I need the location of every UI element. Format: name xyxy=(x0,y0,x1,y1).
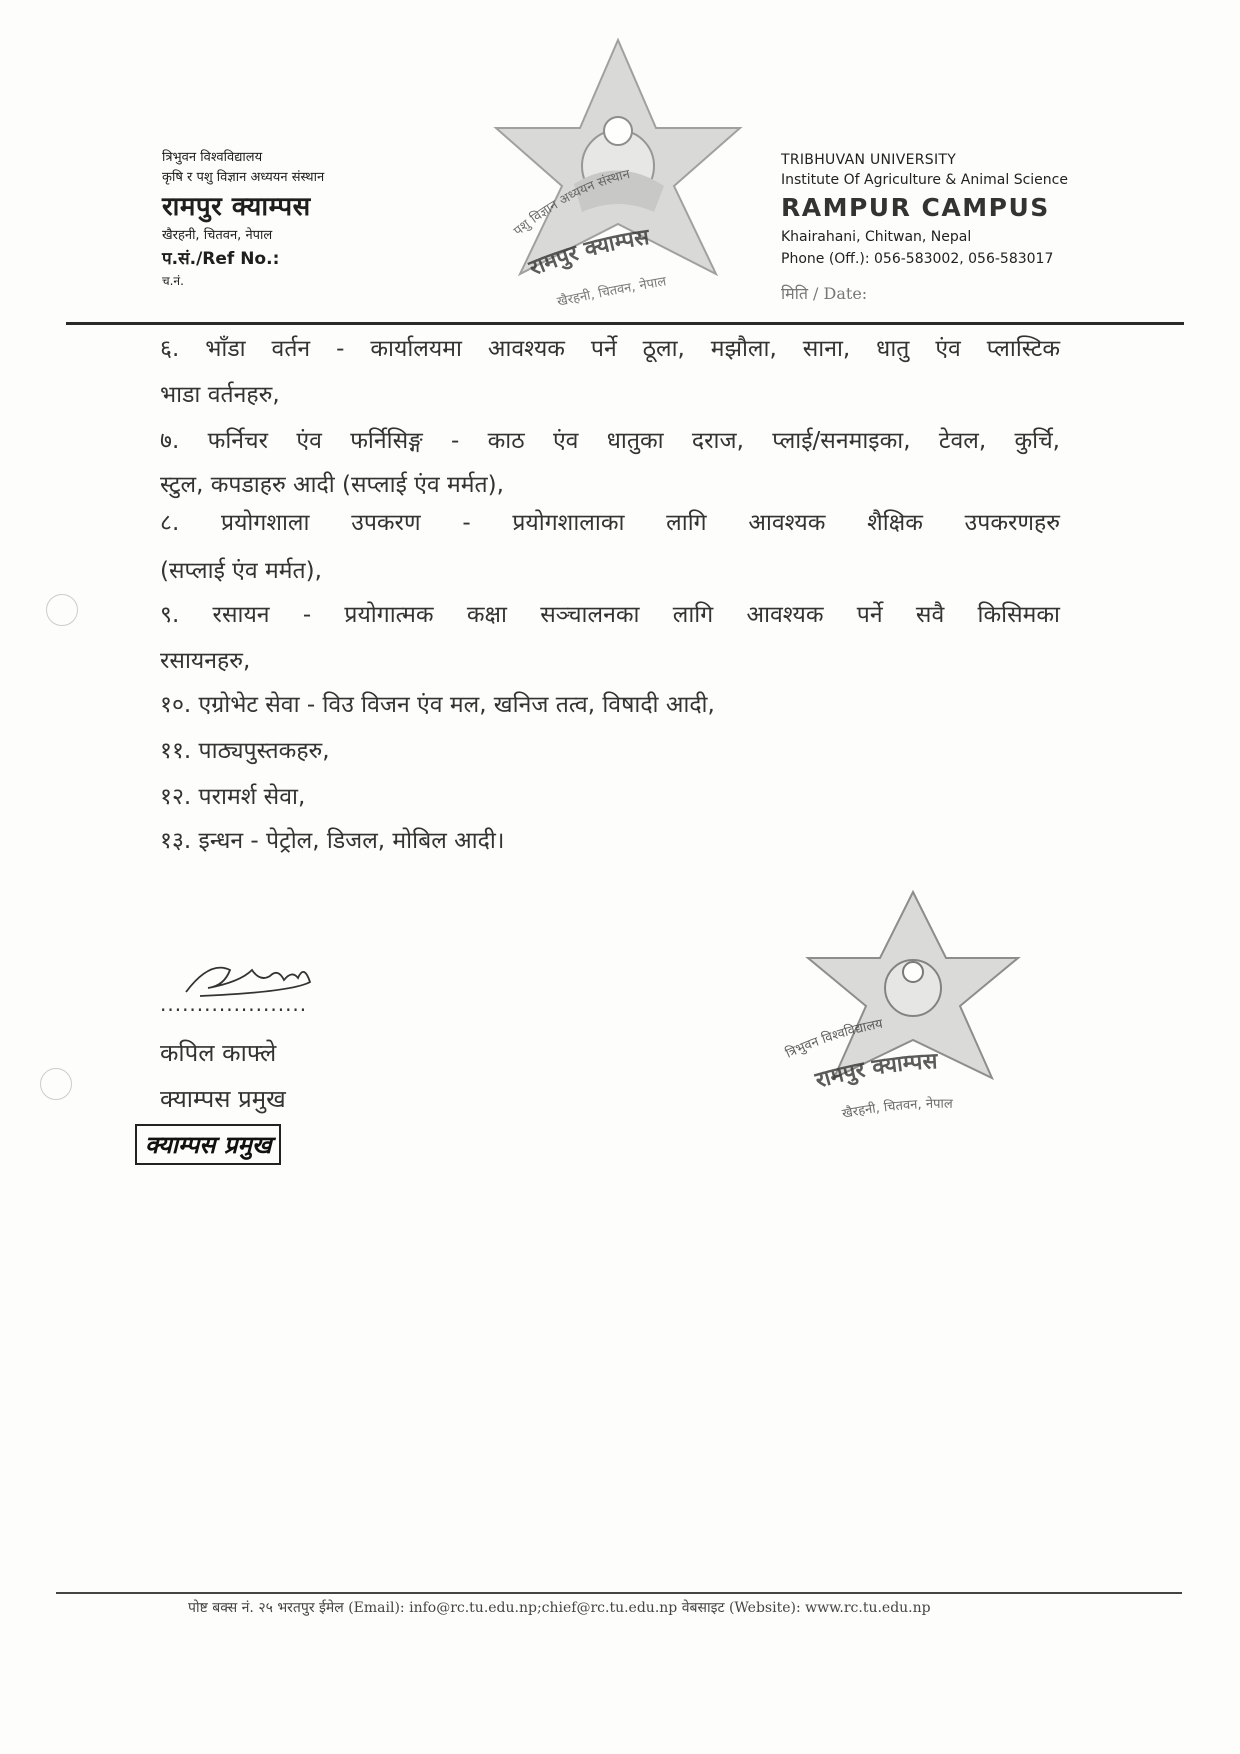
footer-divider xyxy=(56,1592,1182,1594)
signatory-title: क्याम्पस प्रमुख xyxy=(160,1085,286,1113)
university-name-nepali: त्रिभुवन विश्वविद्यालय xyxy=(162,150,263,165)
list-item: रसायनहरु, xyxy=(160,648,251,674)
list-item: ८. प्रयोगशाला उपकरण - प्रयोगशालाका लागि आवश्यक शैक्षिक उपकरणहरु xyxy=(160,510,1060,536)
letterhead-right xyxy=(781,150,1068,304)
list-item: ७. फर्निचर एंव फर्निसिङ्ग - काठ एंव धातुका दराज, प्लाई/सनमाइका, टेवल, कुर्चि, xyxy=(160,428,1060,454)
header-divider xyxy=(66,322,1184,325)
campus-name-nepali: रामपुर क्याम्पस xyxy=(162,192,311,222)
list-item: ६. भाँडा वर्तन - कार्यालयमा आवश्यक पर्ने ठूला, मझौला, साना, धातु एंव प्लास्टिक xyxy=(160,336,1060,362)
list-item: ९. रसायन - प्रयोगात्मक कक्षा सञ्चालनका लागि आवश्यक पर्ने सवै किसिमका xyxy=(160,602,1060,628)
campus-round-seal xyxy=(778,888,1058,1168)
dispatch-number-label: च.नं. xyxy=(162,274,184,288)
institute-name-nepali: कृषि र पशु विज्ञान अध्ययन संस्थान xyxy=(162,170,325,185)
punch-hole-mark xyxy=(40,1068,72,1100)
seal-middle-text: रामपुर क्याम्पस xyxy=(525,224,651,282)
seal-top-text: पशु विज्ञान अध्ययन संस्थान xyxy=(511,167,632,240)
round-seal-top-text: त्रिभुवन विश्वविद्यालय xyxy=(783,1016,884,1062)
round-seal-middle-text: रामपुर क्याम्पस xyxy=(812,1049,939,1094)
address-nepali: खैरहनी, चितवन, नेपाल xyxy=(162,228,273,243)
address-english: Khairahani, Chitwan, Nepal xyxy=(781,229,972,245)
list-item: १३. इन्धन - पेट्रोल, डिजल, मोबिल आदी। xyxy=(160,828,505,854)
ref-number-label: प.सं./Ref No.: xyxy=(162,249,280,269)
phone-number: Phone (Off.): 056-583002, 056-583017 xyxy=(781,251,1054,267)
list-item: १२. परामर्श सेवा, xyxy=(160,784,306,810)
campus-name-english: RAMPUR CAMPUS xyxy=(781,193,1050,222)
footer-contact: पोष्ट बक्स नं. २५ भरतपुर ईमेल (Email): info@rc.tu.edu.np;chief@rc.tu.edu.np वेबसाइट (Website): www.rc.tu.edu.np xyxy=(188,1600,931,1616)
campus-seal-emblem xyxy=(478,36,770,312)
title-rubber-stamp: क्याम्पस प्रमुख xyxy=(135,1124,281,1165)
seal-bottom-text: खैरहनी, चितवन, नेपाल xyxy=(555,274,668,310)
signatory-name: कपिल काफ्ले xyxy=(160,1039,277,1067)
university-name-english: TRIBHUVAN UNIVERSITY xyxy=(781,152,957,168)
list-item: भाडा वर्तनहरु, xyxy=(160,382,280,408)
signature-line: .................... xyxy=(160,992,308,1016)
date-label: मिति / Date: xyxy=(781,284,868,303)
list-item: १०. एग्रोभेट सेवा - विउ विजन एंव मल, खनिज तत्व, विषादी आदी, xyxy=(160,692,715,718)
punch-hole-mark xyxy=(46,594,78,626)
institute-name-english: Institute Of Agriculture & Animal Science xyxy=(781,172,1068,188)
list-item: (सप्लाई एंव मर्मत), xyxy=(160,558,322,584)
list-item: स्टुल, कपडाहरु आदी (सप्लाई एंव मर्मत), xyxy=(160,472,504,498)
letterhead-left xyxy=(162,148,324,290)
list-item: ११. पाठ्यपुस्तकहरु, xyxy=(160,738,330,764)
round-seal-bottom-text: खैरहनी, चितवन, नेपाल xyxy=(841,1096,953,1122)
